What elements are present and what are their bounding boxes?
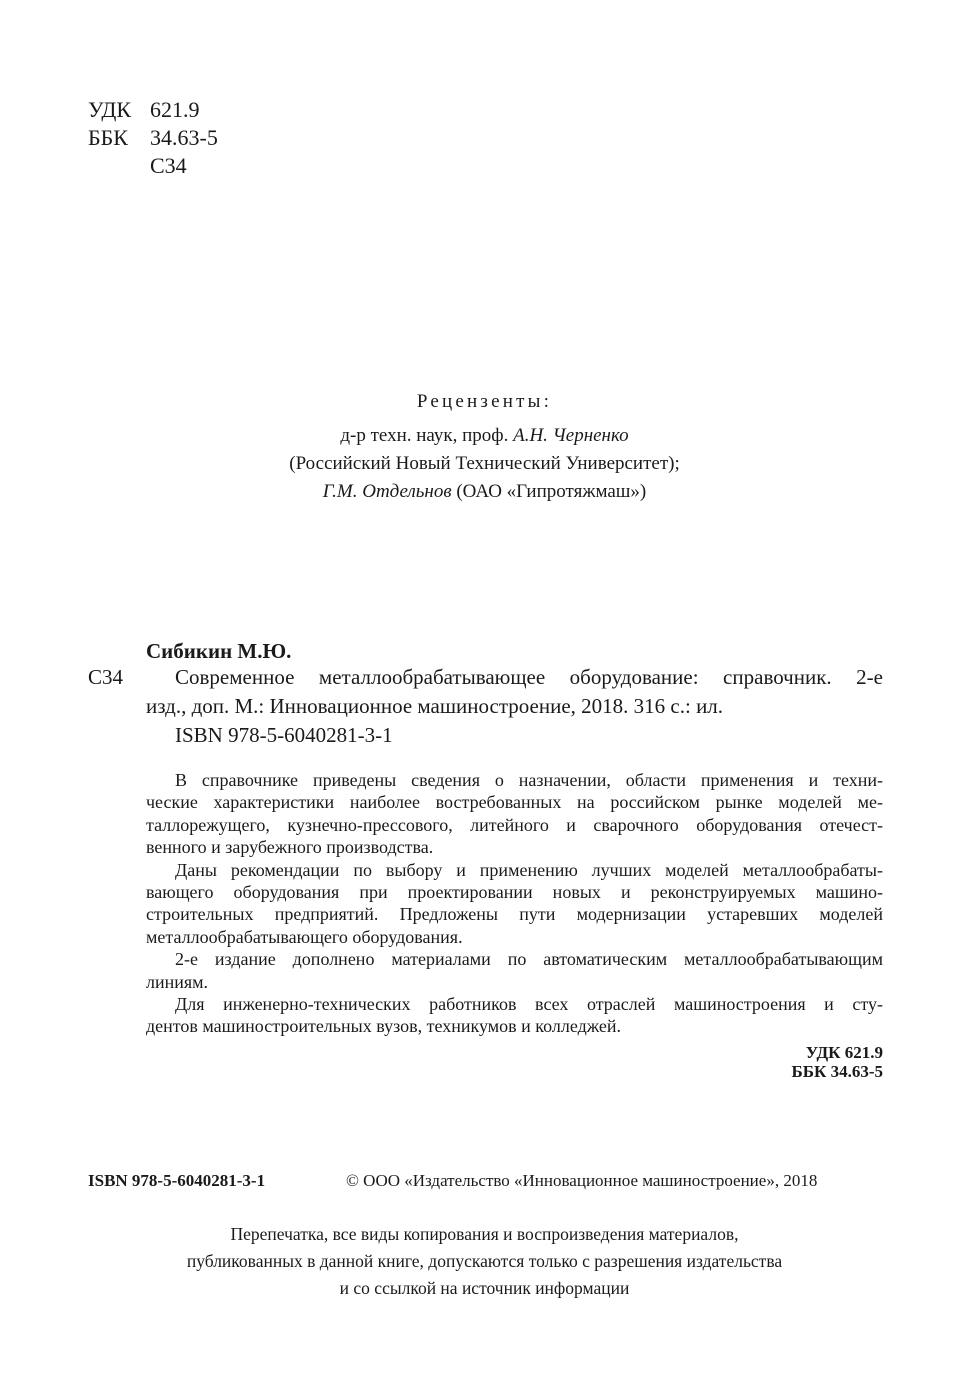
reprint-notice-l2: публикованных в данной книге, допускаются только с разрешения издательства bbox=[186, 1251, 783, 1271]
biblio-title-line2: изд., доп. М.: Инновационное машиностроение, 2018. 316 с.: ил. bbox=[146, 694, 724, 718]
reprint-notice-l1: Перепечатка, все виды копирования и воспроизведения материалов, bbox=[230, 1224, 739, 1244]
bbk-label: ББК bbox=[88, 125, 128, 150]
annotation-p2-l3: строительных предприятий. Предложены пути модернизации устаревших моделей bbox=[146, 904, 883, 925]
annotation-p3-l2: линиям. bbox=[146, 971, 209, 992]
biblio-code: С34 bbox=[88, 665, 124, 689]
reviewers-heading: Рецензенты: bbox=[416, 391, 553, 412]
udk-bottom: УДК 621.9 bbox=[805, 1043, 883, 1062]
reprint-notice-l3: и со ссылкой на источник информации bbox=[339, 1278, 630, 1298]
udk-label: УДК bbox=[88, 97, 132, 122]
udk-top bbox=[88, 97, 200, 123]
author-name: Сибикин М.Ю. bbox=[146, 639, 292, 663]
annotation-p1-l3: таллорежущего, кузнечно-прессового, литейного и сварочного оборудования отечест- bbox=[146, 814, 883, 835]
biblio-isbn: ISBN 978-5-6040281-3-1 bbox=[175, 723, 393, 747]
biblio-title-line1: Современное металлообрабатывающее оборудование: справочник. 2-е bbox=[175, 665, 883, 689]
annotation-p2-l1: Даны рекомендации по выбору и применению лучших моделей металлообрабаты- bbox=[175, 859, 883, 880]
annotation-p1-l4: венного и зарубежного производства. bbox=[146, 837, 434, 858]
reprint-notice bbox=[0, 1221, 969, 1302]
reviewer-2-affiliation: (ОАО «Гипротяжмаш») bbox=[451, 481, 647, 502]
author-code-top: С34 bbox=[150, 153, 187, 178]
annotation-p1-l1: В справочнике приведены сведения о назначении, области применения и техни- bbox=[175, 770, 883, 790]
annotation-p3-l1: 2-е издание дополнено материалами по автоматическим металлообрабатывающим bbox=[175, 949, 883, 970]
annotation-p4-l2: дентов машиностроительных вузов, техникумов и колледжей. bbox=[146, 1016, 622, 1037]
udk-value: 621.9 bbox=[150, 97, 200, 122]
reviewer-1-line bbox=[0, 425, 969, 447]
bbk-bottom: ББК 34.63-5 bbox=[791, 1062, 883, 1081]
reviewer-2-name: Г.М. Отдельнов bbox=[322, 481, 452, 502]
footer-isbn: ISBN 978-5-6040281-3-1 bbox=[88, 1171, 266, 1190]
reviewer-1-name: А.Н. Черненко bbox=[513, 425, 629, 446]
copyright-notice: © ООО «Издательство «Инновационное машиностроение», 2018 bbox=[346, 1171, 818, 1190]
annotation-p4-l1: Для инженерно-технических работников всех отраслей машиностроения и сту- bbox=[175, 994, 883, 1015]
bbk-top bbox=[88, 125, 218, 151]
reviewer-1-affiliation: (Российский Новый Технический Университет); bbox=[289, 453, 680, 474]
annotation-p2-l2: вающего оборудования при проектировании новых и реконструируемых машино- bbox=[146, 882, 883, 903]
annotation bbox=[146, 769, 883, 1038]
reviewer-1-title: д-р техн. наук, проф. bbox=[340, 425, 514, 446]
annotation-p2-l4: металлообрабатывающего оборудования. bbox=[146, 926, 463, 947]
bbk-value: 34.63-5 bbox=[150, 125, 218, 150]
annotation-p1-l2: ческие характеристики наиболее востребованных на российском рынке моделей ме- bbox=[146, 792, 883, 813]
reviewer-2-line bbox=[0, 481, 969, 503]
